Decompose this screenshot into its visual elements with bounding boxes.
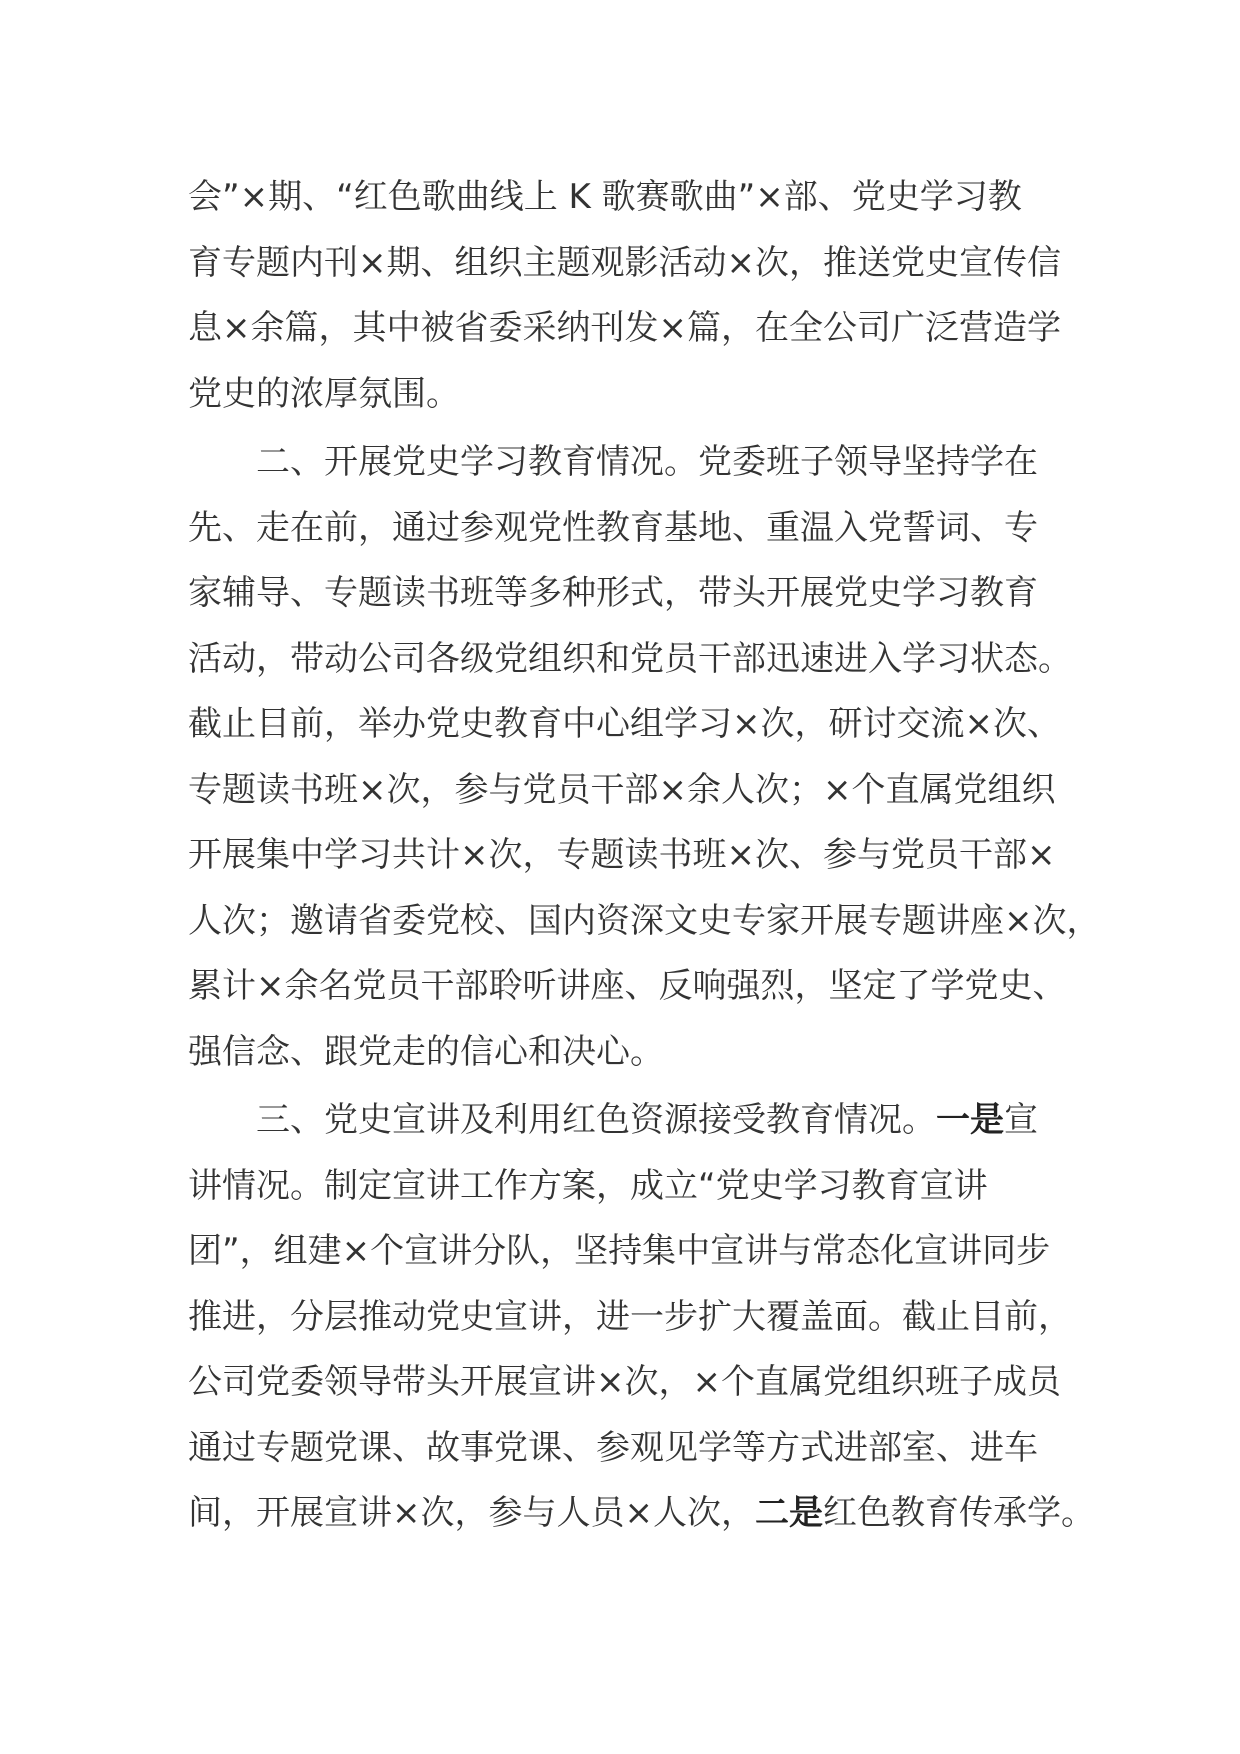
text-line: 专题读书班×次，参与党员干部×余人次；×个直属党组织 (188, 769, 1056, 810)
text-line: 家辅导、专题读书班等多种形式，带头开展党史学习教育 (188, 573, 1038, 613)
text-line: 推进，分层推动党史宣讲，进一步扩大覆盖面。截止目前， (188, 1296, 1072, 1337)
text-line: 团”，组建×个宣讲分队，坚持集中宣讲与常态化宣讲同步 (188, 1231, 1051, 1271)
text-span: 宣 (1004, 1100, 1038, 1140)
section-three-last-line (188, 1481, 1095, 1547)
text-line: 公司党委领导带头开展宣讲×次，×个直属党组织班子成员 (188, 1362, 1061, 1402)
text-span: 间，开展宣讲×次，参与人员×人次， (188, 1493, 755, 1533)
text-line: 强信念、跟党走的信心和决心。 (188, 1031, 664, 1072)
text-line: 息×余篇，其中被省委采纳刊发×篇，在全公司广泛营造学 (188, 308, 1061, 348)
text-line: 会”×期、“红色歌曲线上 K 歌赛歌曲”×部、党史学习教 (188, 177, 1022, 217)
text-line: 通过专题党课、故事党课、参观见学等方式进部室、进车 (188, 1427, 1038, 1468)
bold-marker-first: 一是 (936, 1100, 1004, 1140)
text-line: 累计×余名党员干部聆听讲座、反响强烈，坚定了学党史、 (188, 966, 1067, 1006)
paragraph-section-three (188, 1088, 1095, 1547)
text-line: 截止目前，举办党史教育中心组学习×次，研讨交流×次、 (188, 704, 1061, 744)
paragraph-section-two (188, 430, 1101, 1085)
text-line: 活动，带动公司各级党组织和党员干部迅速进入学习状态。 (188, 638, 1072, 679)
section-two-first-line: 二、开展党史学习教育情况。党委班子领导坚持学在 (256, 442, 1038, 482)
text-span: 红色教育传承学。 (822, 1493, 1095, 1533)
paragraph-continuation (188, 165, 1083, 427)
section-three-heading: 三、党史宣讲及利用红色资源接受教育情况。 (256, 1100, 936, 1140)
text-line: 育专题内刊×期、组织主题观影活动×次，推送党史宣传信 (188, 242, 1061, 283)
text-line: 开展集中学习共计×次，专题读书班×次、参与党员干部× (188, 835, 1056, 875)
bold-marker-second: 二是 (754, 1493, 823, 1533)
text-line: 党史的浓厚氛围。 (188, 373, 460, 414)
section-three-first-line (188, 1088, 1083, 1154)
text-line: 讲情况。制定宣讲工作方案，成立“党史学习教育宣讲 (188, 1165, 988, 1206)
document-body (188, 165, 1101, 1547)
text-line: 先、走在前，通过参观党性教育基地、重温入党誓词、专 (188, 507, 1038, 548)
text-line: 人次；邀请省委党校、国内资深文史专家开展专题讲座×次， (188, 900, 1101, 941)
